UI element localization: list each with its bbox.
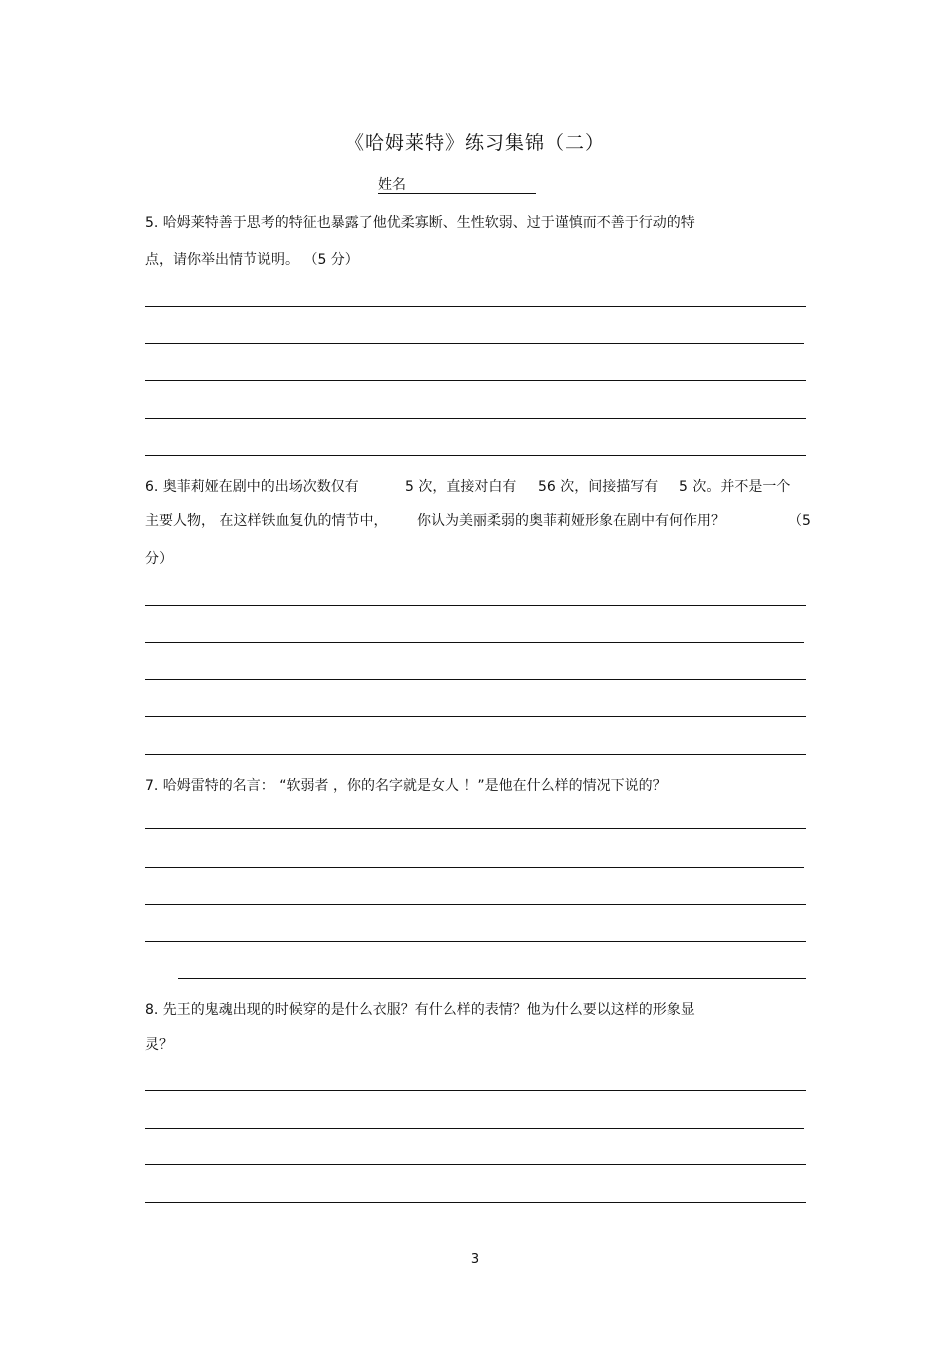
answer-line[interactable] [145,679,806,680]
answer-line[interactable] [145,754,806,755]
answer-line[interactable] [145,941,806,942]
question-6-line-2-part-a: 主要人物， 在这样铁血复仇的情节中， [145,513,388,529]
answer-line[interactable] [145,1090,806,1091]
question-6-line-1-part-a: 6. 奥菲莉娅在剧中的出场次数仅有 [145,479,359,495]
answer-line[interactable] [145,716,806,717]
answer-line[interactable] [145,904,806,905]
question-5-line-2: 点，请你举出情节说明。 （5 分） [145,252,359,268]
question-6-line-1-part-c: 56 次，间接描写有 [538,479,659,495]
answer-line[interactable] [145,867,804,868]
question-8-line-2: 灵？ [145,1037,173,1053]
answer-line[interactable] [145,455,806,456]
name-label: 姓名 [378,177,406,193]
question-6-line-2-part-b: 你认为美丽柔弱的奥菲莉娅形象在剧中有何作用？ [417,513,725,529]
answer-line[interactable] [145,306,806,307]
name-field-line[interactable] [378,193,536,194]
page-title: 《哈姆莱特》练习集锦（二） [344,132,605,154]
answer-line[interactable] [145,418,806,419]
answer-line[interactable] [145,1202,806,1203]
answer-line[interactable] [145,1128,804,1129]
question-6-line-1-part-b: 5 次，直接对白有 [405,479,517,495]
answer-line[interactable] [145,828,806,829]
answer-line[interactable] [145,343,804,344]
answer-line[interactable] [145,605,806,606]
answer-line[interactable] [178,978,806,979]
answer-line[interactable] [145,642,804,643]
question-6-line-2-part-c: （5 [788,513,811,529]
question-5-line-1: 5. 哈姆莱特善于思考的特征也暴露了他优柔寡断、生性软弱、过于谨慎而不善于行动的特 [145,215,695,231]
question-6-line-1-part-d: 5 次。并不是一个 [679,479,791,495]
answer-line[interactable] [145,1164,806,1165]
question-6-line-3: 分） [145,551,173,567]
question-8-line-1: 8. 先王的鬼魂出现的时候穿的是什么衣服？有什么样的表情？他为什么要以这样的形象显 [145,1002,695,1018]
page-number: 3 [470,1252,480,1267]
question-7-line-1: 7. 哈姆雷特的名言： “软弱者 ，你的名字就是女人 ！”是他在什么样的情况下说的？ [145,778,667,794]
answer-line[interactable] [145,380,806,381]
